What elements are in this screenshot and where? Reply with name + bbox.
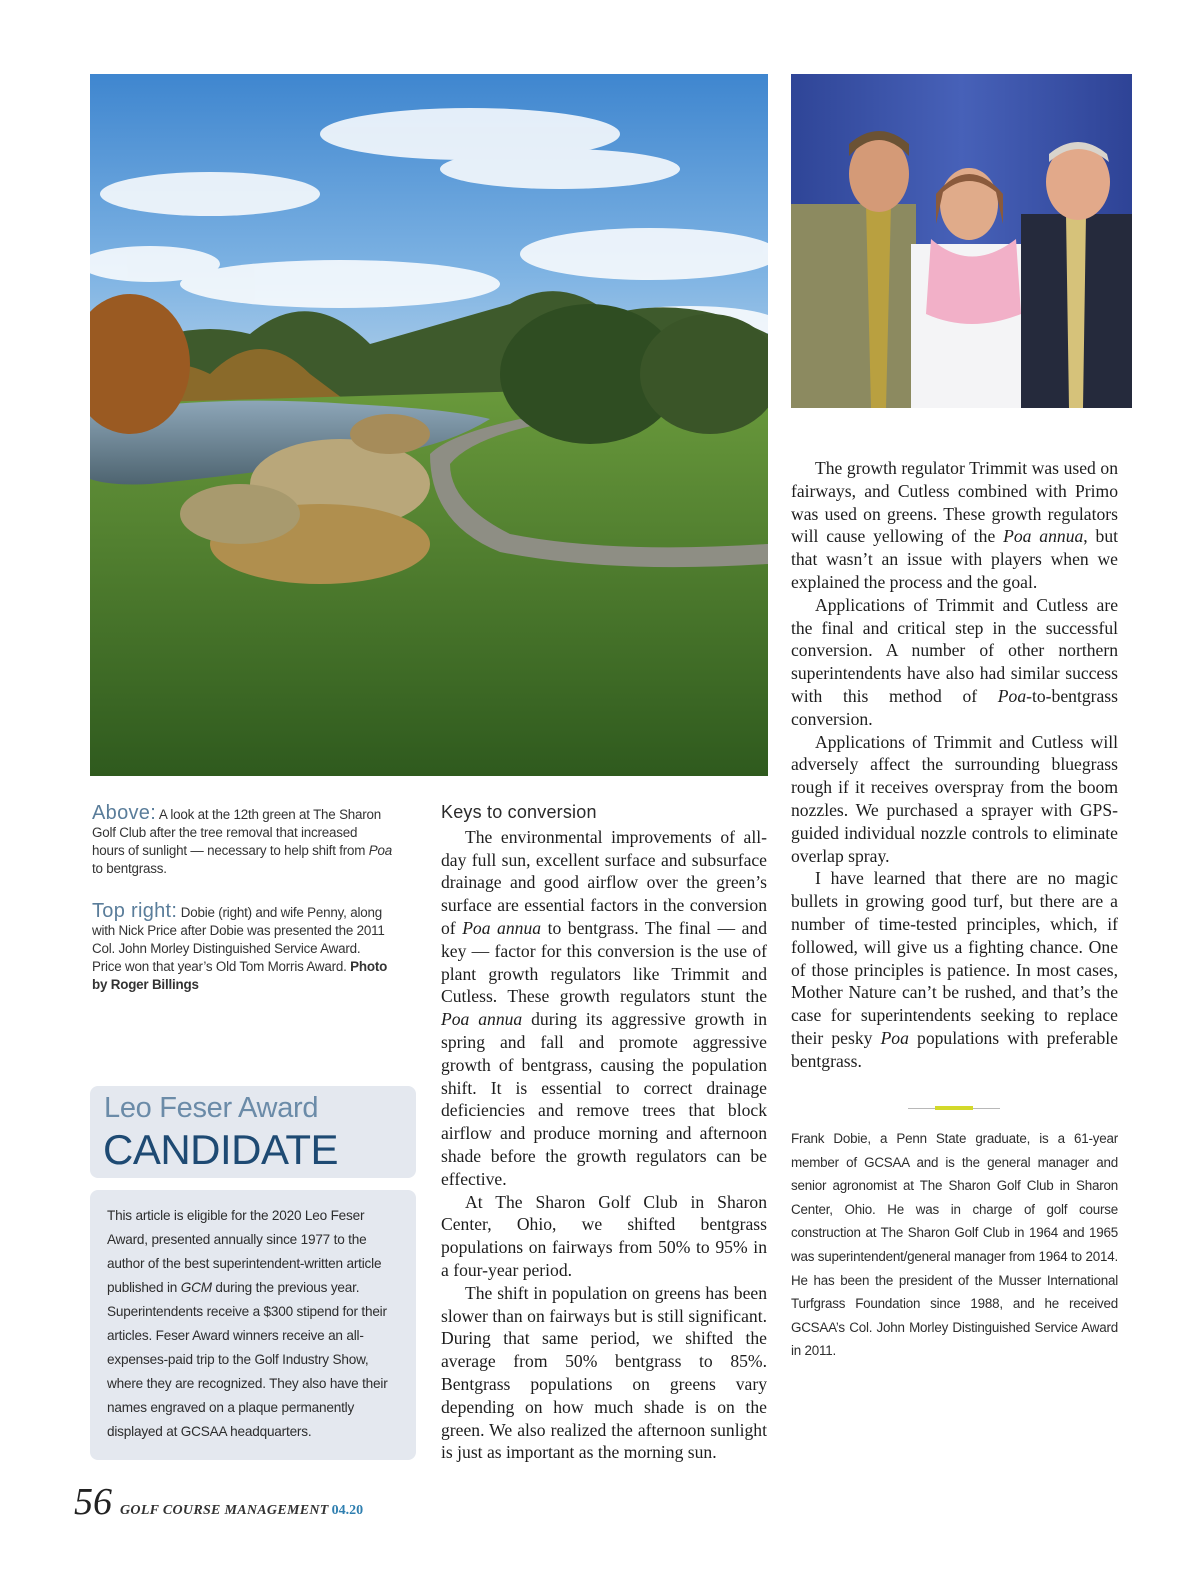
paragraph: The environmental improvements of all-day full sun, excellent surface and subsurface drainage and good airflow over the green’s surface are essential factors in the conversion of Poa annua to bentgrass. The final — and key — factor for this conversion is the use of plant growth regulators like Trimmit and Cutless. These growth regulators stunt the Poa annua during its aggressive growth in spring and fall and promote aggressive growth of bentgrass, causing the population shift. It is essential to correct drainage deficiencies and remove trees that block airflow and produce morning and afternoon shade before the growth regulators can be effective. — [441, 826, 767, 1189]
issue-date: 04.20 — [331, 1503, 364, 1518]
paragraph: At The Sharon Golf Club in Sharon Center, Ohio, we shifted bentgrass populations on fairways from 50% to 95% in a four-year period. — [441, 1191, 767, 1280]
award-photo — [791, 74, 1132, 408]
section-divider — [908, 1106, 1000, 1110]
paragraph: Applications of Trimmit and Cutless will adversely affect the surrounding bluegrass rough if it receives overspray from the boom nozzles. We purchased a sprayer with GPS-guided individual nozzle controls to eliminate overlap spray. — [791, 731, 1118, 866]
caption-above: Above: A look at the 12th green at The Sharon Golf Club after the tree removal that increased hours of sunlight — necessary to help shift from Poa to bentgrass. — [92, 802, 392, 876]
section-heading: Keys to conversion — [441, 802, 597, 822]
article-column-right — [791, 457, 1118, 1073]
golf-course-photo — [90, 74, 768, 776]
paragraph: Applications of Trimmit and Cutless are the final and critical step in the successful conversion. A number of other northern superintendents have also had similar success with this method of Poa-to-bentgrass conversion. — [791, 594, 1118, 729]
caption-top-right: Top right: Dobie (right) and wife Penny, along with Nick Price after Dobie was presented the 2011 Col. John Morley Distinguished Service Award. Price won that year’s Old Tom Morris Award. Photo by Roger Billings — [92, 900, 388, 992]
caption-label: Top right: — [92, 900, 178, 922]
award-title: Leo Feser Award — [104, 1092, 319, 1124]
paragraph: The shift in population on greens has been slower than on fairways but is still significant. During that same period, we shifted the average from 50% bentgrass to 85%. Bentgrass populations on greens vary depending on how much shade is on the green. We also realized the afternoon sunlight is just as important as the morning sun. — [441, 1282, 767, 1463]
paragraph: I have learned that there are no magic bullets in growing good turf, but there are a number of time-tested principles, which, if followed, will give us a fighting chance. One of those principles is patience. In most cases, Mother Nature can’t be rushed, and that’s the case for superintendents seeking to replace their pesky Poa populations with preferable bentgrass. — [791, 868, 1118, 1071]
award-candidate-label: CANDIDATE — [103, 1126, 339, 1173]
paragraph: The growth regulator Trimmit was used on fairways, and Cutless combined with Primo was used on greens. These growth regulators will cause yellowing of the Poa annua, but that wasn’t an issue with players when we explained the process and the goal. — [791, 458, 1119, 592]
page-number: 56 — [74, 1481, 112, 1523]
photo-credit: Photo by Roger Billings — [92, 959, 388, 992]
article-column-middle — [441, 801, 767, 1464]
page-footer — [74, 1480, 364, 1523]
award-heading-box — [90, 1086, 416, 1178]
award-description-box — [90, 1190, 416, 1460]
author-bio: Frank Dobie, a Penn State graduate, is a 61-year member of GCSAA and is the general manager and senior agronomist at The Sharon Golf Club in Sharon Center, Ohio. He was in charge of golf course construction at The Sharon Golf Club in 1964 and 1965 was superintendent/general manager from 1964 to 2014. He has been the president of the Musser International Turfgrass Foundation since 1988, and he received GCSAA’s Col. John Morley Distinguished Service Award in 2011. — [791, 1131, 1118, 1359]
divider-accent — [935, 1106, 973, 1110]
caption-label: Above: — [92, 802, 157, 824]
award-description: This article is eligible for the 2020 Leo Feser Award, presented annually since 1977 to the author of the best superintendent-written article published in GCM during the previous year. Superintendents receive a $300 stipend for their articles. Feser Award winners receive an all-expenses-paid trip to the Golf Industry Show, where they are recognized. They also have their names engraved on a plaque permanently displayed at GCSAA headquarters. — [107, 1208, 388, 1439]
publication-name: GOLF COURSE MANAGEMENT — [120, 1503, 329, 1518]
